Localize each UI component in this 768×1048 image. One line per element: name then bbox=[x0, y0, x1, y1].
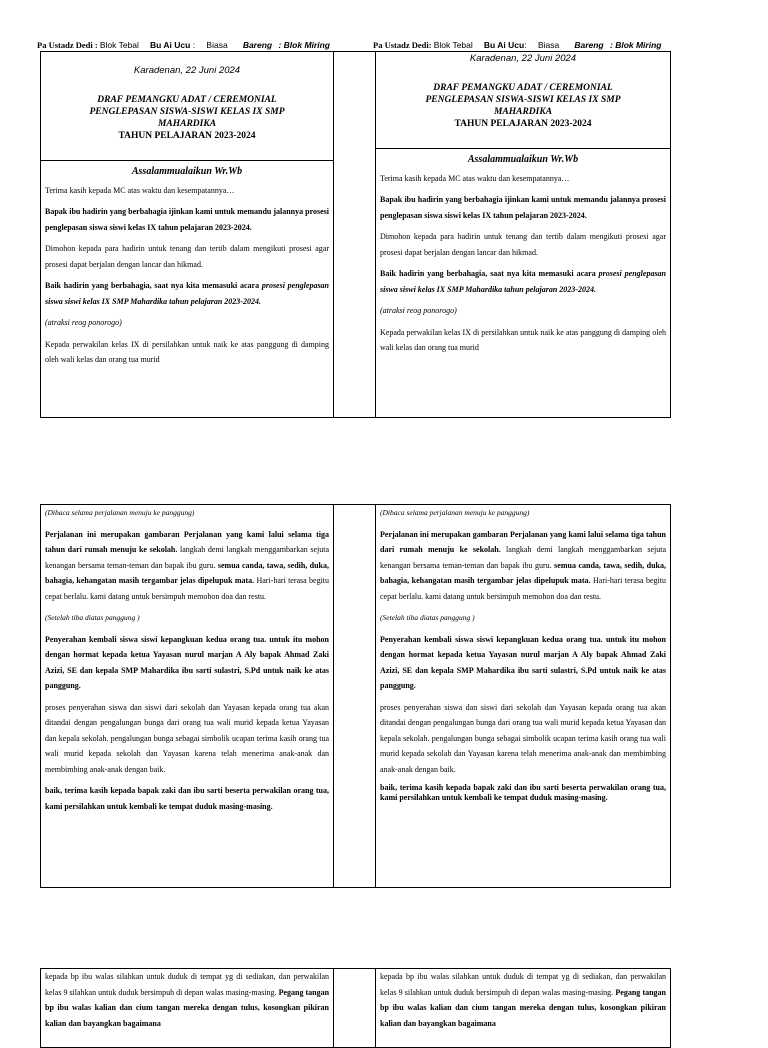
header-title-line1: DRAF PEMANGKU ADAT / CEREMONIAL bbox=[97, 95, 277, 105]
legend-bu-ai-ucu: Bu Ai Ucu bbox=[150, 40, 191, 50]
section3-body bbox=[41, 969, 333, 1031]
legend-biasa: Biasa bbox=[206, 40, 228, 50]
legend-pa-ustadz: Pa Ustadz Dedi bbox=[373, 40, 429, 50]
paragraph-thanks-mc: Terima kasih kepada MC atas waktu dan kesempatannya… bbox=[45, 185, 235, 195]
paragraph-walas: kepada bp ibu walas silahkan untuk duduk di tempat yg di sediakan, dan perwakilan kelas 9 silahkan untuk duduk bersimpuh di depan walas masing-masing. Pegang tangan bp ibu walas kalian dan cium tangan mereka dengan tulus, kosongkan pikiran kalian dan bayangkan bagaimana bbox=[380, 972, 667, 1028]
paragraph-journey: Perjalanan ini merupakan gambaran Perjalanan yang kami lalui selama tiga tahun dari rumah menuju ke sekolah. langkah demi langkah menggambarkan sejuta kenangan bersama teman-teman dan bapak ibu guru. semua canda, tawa, sedih, duka, bahagia, kehangatan masih tergambar jelas dipelupuk mata. Hari-hari terasa begitu cepat berlalu. kami datang untuk bersimpuh memohon doa dan restu. bbox=[380, 529, 667, 601]
legend-blok-tebal: Blok Tebal bbox=[433, 40, 473, 50]
document-header bbox=[376, 53, 670, 149]
paragraph-enter-ceremony: Baik hadirin yang berbahagia, saat nya kita memasuki acara prosesi penglepasan siswa siswi kelas IX SMP Mahardika tahun pelajaran 2023-2024. bbox=[45, 281, 330, 306]
paragraph-return-seat: baik, terima kasih kepada bapak zaki dan ibu sarti beserta perwakilan orang tua, kami persilahkan untuk kembali ke tempat duduk masing-masing. bbox=[45, 786, 329, 811]
document-header bbox=[41, 65, 333, 161]
note-reog: (atraksi reog ponorogo) bbox=[45, 318, 122, 327]
header-title-line1: DRAF PEMANGKU ADAT / CEREMONIAL bbox=[433, 83, 613, 93]
section1-gap-column bbox=[333, 51, 376, 418]
paragraph-handover: Penyerahan kembali siswa siswi kepangkuan kedua orang tua. untuk itu mohon dengan hormat kepada ketua Yayasan nurul marjan A Aly bapak Ahmad Zaki Azizi, SE dan kepala SMP Mahardika ibu sarti sulastri, S.Pd untuk naik ke atas panggung. bbox=[380, 634, 666, 690]
legend-left: Pa Ustadz Dedi : Blok Tebal Bu Ai Ucu : Biasa Bareng : Blok Miring bbox=[37, 40, 330, 50]
paragraph-class-rep: Kepada perwakilan kelas IX di persilahkan untuk naik ke atas panggung di damping oleh wali kelas dan orang tua murid bbox=[45, 339, 329, 364]
section1-body bbox=[376, 149, 670, 356]
section3-gap-column bbox=[333, 968, 376, 1048]
section2-body bbox=[41, 505, 333, 814]
legend-pa-ustadz: Pa Ustadz Dedi bbox=[37, 40, 93, 50]
header-title-line2: PENGLEPASAN SISWA-SISWI KELAS IX SMP bbox=[89, 107, 285, 117]
paragraph-calm: Dimohon kepada para hadirin untuk tenang dan tertib dalam mengikuti prosesi agar prosesi dapat berjalan dengan lancar dan hikmad. bbox=[380, 232, 666, 257]
section3-right-box bbox=[375, 968, 671, 1048]
legend-bu-ai-ucu: Bu Ai Ucu bbox=[483, 40, 525, 50]
paragraph-flower-ceremony: proses penyerahan siswa dan siswi dari sekolah dan Yayasan kepada orang tua akan ditandai dengan pengalungan bunga dari orang tua wali murid kepada ketua Yayasan dan kepala sekolah. pengalungan bunga sebagai simbolik ucapan terima kasih orang tua wali murid kepada sekolah dan Yayasan karena telah menerima anak-anak dan membimbing anak-anak dengan baik. bbox=[45, 702, 329, 774]
paragraph-handover: Penyerahan kembali siswa siswi kepangkuan kedua orang tua. untuk itu mohon dengan hormat kepada ketua Yayasan nurul marjan A Aly bapak Ahmad Zaki Azizi, SE dan kepala SMP Mahardika ibu sarti sulastri, S.Pd untuk naik ke atas panggung. bbox=[45, 634, 329, 690]
paragraph-flower-ceremony: proses penyerahan siswa dan siswi dari sekolah dan Yayasan kepada orang tua akan ditandai dengan pengalungan bunga dari orang tua wali murid kepada ketua Yayasan dan kepala sekolah. pengalungan bunga sebagai simbolik ucapan terima kasih orang tua wali murid kepada sekolah dan Yayasan karena telah menerima anak-anak dan membimbing anak-anak dengan baik. bbox=[380, 702, 666, 774]
section2-gap-column bbox=[333, 504, 376, 888]
header-title-line3: MAHARDIKA bbox=[493, 107, 553, 117]
section1-right-box bbox=[375, 51, 671, 418]
section3-left-box bbox=[40, 968, 334, 1048]
note-on-stage: (Setelah tiba diatas panggung ) bbox=[45, 613, 140, 622]
greeting: Assalammualaikun Wr.Wb bbox=[131, 166, 243, 177]
paragraph-journey: Perjalanan ini merupakan gambaran Perjalanan yang kami lalui selama tiga tahun dari rumah menuju ke sekolah. langkah demi langkah menggambarkan sejuta kenangan bersama teman-teman dan bapak ibu guru. semua canda, tawa, sedih, duka, bahagia, kehangatan masih tergambar jelas dipelupuk mata. Hari-hari terasa begitu cepat berlalu. kami datang untuk bersimpuh memohon doa dan restu. bbox=[45, 529, 330, 601]
section2-body bbox=[376, 505, 670, 803]
legend-biasa: Biasa bbox=[537, 40, 560, 50]
legend-bareng: Bareng bbox=[242, 40, 273, 50]
legend-blok-miring: Blok Miring bbox=[615, 40, 662, 50]
header-title-line2: PENGLEPASAN SISWA-SISWI KELAS IX SMP bbox=[425, 95, 621, 105]
section2-right-box bbox=[375, 504, 671, 888]
header-date: Karadenan, 22 Juni 2024 bbox=[133, 65, 241, 76]
section1-left-box bbox=[40, 51, 334, 418]
paragraph-thanks-mc: Terima kasih kepada MC atas waktu dan kesempatannya… bbox=[380, 173, 570, 183]
greeting: Assalammualaikun Wr.Wb bbox=[467, 154, 579, 165]
paragraph-enter-ceremony: Baik hadirin yang berbahagia, saat nya kita memasuki acara prosesi penglepasan siswa siswi kelas IX SMP Mahardika tahun pelajaran 2023-2024. bbox=[380, 269, 667, 294]
header-title-line3: MAHARDIKA bbox=[157, 119, 217, 129]
header-year: TAHUN PELAJARAN 2023-2024 bbox=[454, 119, 592, 129]
note-reading-walk: (Dibaca selama perjalanan menuju ke panggung) bbox=[380, 508, 530, 517]
legend-blok-tebal: Blok Tebal bbox=[99, 40, 139, 50]
note-reading-walk: (Dibaca selama perjalanan menuju ke panggung) bbox=[45, 508, 195, 517]
paragraph-walas: kepada bp ibu walas silahkan untuk duduk di tempat yg di sediakan, dan perwakilan kelas 9 silahkan untuk duduk bersimpuh di depan walas masing-masing. Pegang tangan bp ibu walas kalian dan cium tangan mereka dengan tulus, kosongkan pikiran kalian dan bayangkan bagaimana bbox=[45, 972, 330, 1028]
legend-right: Pa Ustadz Dedi: Blok Tebal Bu Ai Ucu: Biasa Bareng : Blok Miring bbox=[373, 40, 662, 50]
section2-left-box bbox=[40, 504, 334, 888]
header-year: TAHUN PELAJARAN 2023-2024 bbox=[118, 131, 256, 141]
paragraph-calm: Dimohon kepada para hadirin untuk tenang dan tertib dalam mengikuti prosesi agar prosesi dapat berjalan dengan lancar dan hikmad. bbox=[45, 244, 329, 269]
legend-bareng: Bareng bbox=[574, 40, 604, 50]
paragraph-opening: Bapak ibu hadirin yang berbahagia ijinkan kami untuk memandu jalannya prosesi penglepasan siswa siswi kelas IX tahun pelajaran 2023-2024. bbox=[45, 207, 329, 232]
note-on-stage: (Setelah tiba diatas panggung ) bbox=[380, 613, 475, 622]
header-date: Karadenan, 22 Juni 2024 bbox=[469, 53, 577, 64]
paragraph-class-rep: Kepada perwakilan kelas IX di persilahkan untuk naik ke atas panggung di damping oleh wali kelas dan orang tua murid bbox=[380, 327, 666, 352]
note-reog: (atraksi reog ponorogo) bbox=[380, 306, 457, 315]
paragraph-return-seat: baik, terima kasih kepada bapak zaki dan ibu sarti beserta perwakilan orang tua, kami persilahkan untuk kembali ke tempat duduk masing-masing. bbox=[380, 783, 666, 802]
paragraph-opening: Bapak ibu hadirin yang berbahagia ijinkan kami untuk memandu jalannya prosesi penglepasan siswa siswi kelas IX tahun pelajaran 2023-2024. bbox=[380, 195, 666, 220]
section3-body bbox=[376, 969, 670, 1031]
legend-blok-miring: Blok Miring bbox=[283, 40, 330, 50]
section1-body bbox=[41, 161, 333, 368]
